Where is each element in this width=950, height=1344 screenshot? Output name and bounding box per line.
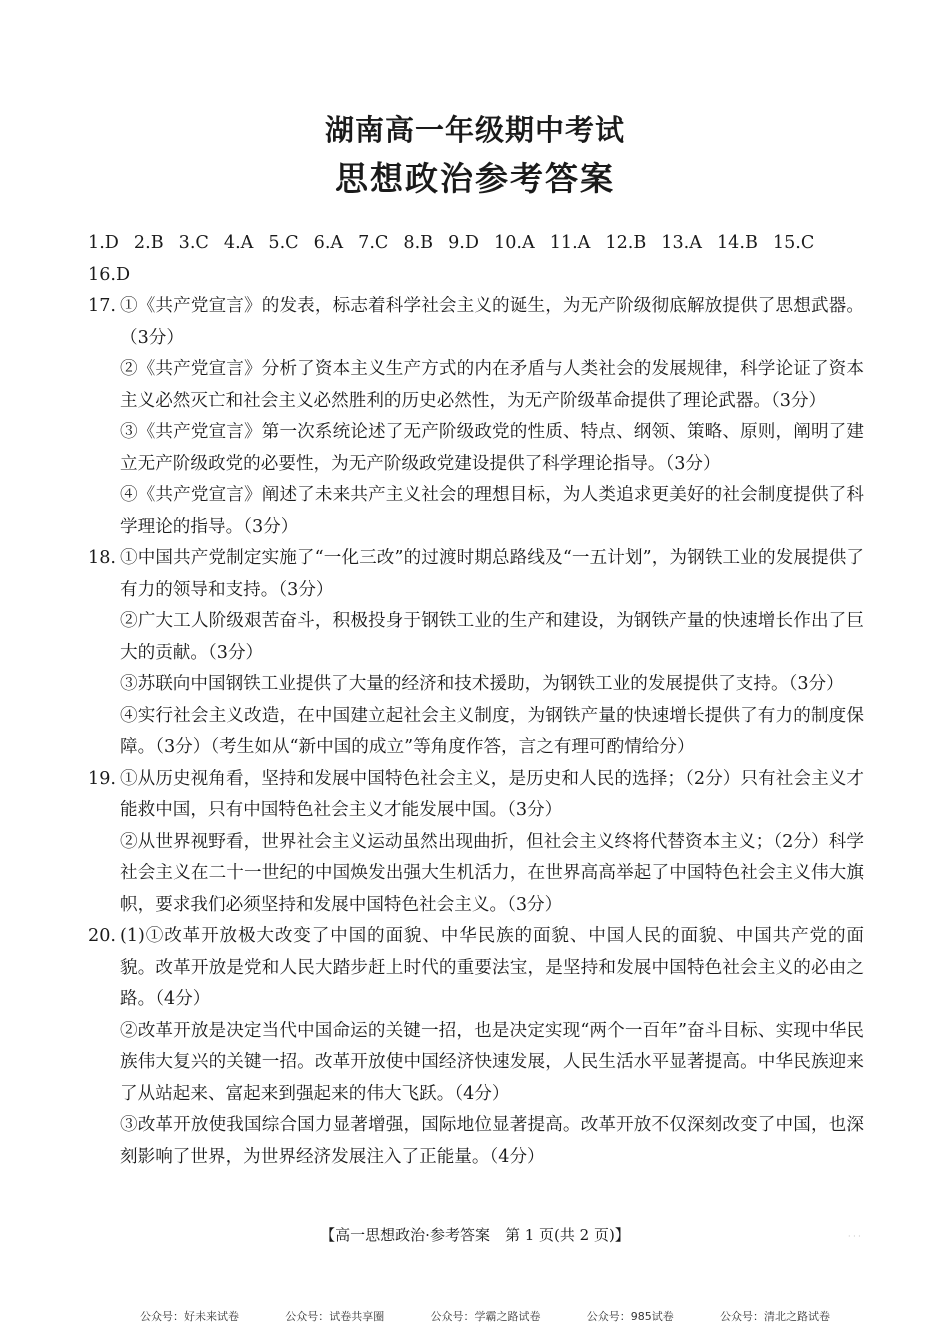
watermark-row — [140, 1308, 830, 1324]
answer-paragraph: ②《共产党宣言》分析了资本主义生产方式的内在矛盾与人类社会的发展规律，科学论证了资本主义必然灭亡和社会主义必然胜利的历史必然性，为无产阶级革命提供了理论武器。（3分） — [120, 359, 864, 411]
answer-paragraph: ④《共产党宣言》阐述了未来共产主义社会的理想目标，为人类追求更美好的社会制度提供了科学理论的指导。（3分） — [120, 485, 864, 537]
mc-answer: 9.D — [448, 233, 479, 253]
mc-answer: 4.A — [223, 233, 254, 253]
document-title: 湖南高一年级期中考试 — [324, 113, 625, 147]
watermark-text: 公众号：好未来试卷 — [140, 1310, 239, 1323]
watermark-text: 公众号：清北之路试卷 — [720, 1310, 830, 1323]
question-20 — [88, 921, 864, 1173]
mc-answer: 1.D — [88, 233, 119, 253]
watermark-text: 公众号：985试卷 — [586, 1310, 674, 1323]
question-number: 20. — [88, 926, 116, 946]
mc-answer: 13.A — [661, 233, 702, 253]
answer-paragraph: ③苏联向中国钢铁工业提供了大量的经济和技术援助，为钢铁工业的发展提供了支持。（3分） — [120, 674, 844, 694]
question-17 — [88, 291, 864, 543]
multiple-choice-answers — [88, 228, 864, 291]
mc-answer: 7.C — [358, 233, 389, 253]
mc-answer: 12.B — [605, 233, 647, 253]
mc-answer: 11.A — [549, 233, 591, 253]
answer-paragraph: ②广大工人阶级艰苦奋斗，积极投身于钢铁工业的生产和建设，为钢铁产量的快速增长作出了巨大的贡献。（3分） — [120, 611, 864, 663]
mc-answer: 5.C — [268, 233, 299, 253]
mc-answer: 10.A — [494, 233, 535, 253]
mc-answer: 2.B — [133, 233, 164, 253]
question-number: 18. — [88, 548, 116, 568]
answer-paragraph: ②从世界视野看，世界社会主义运动虽然出现曲折，但社会主义终将代替资本主义；（2分）科学社会主义在二十一世纪的中国焕发出强大生机活力，在世界高高举起了中国特色社会主义伟大旗帜，要求我们必须坚持和发展中国特色社会主义。（3分） — [120, 831, 864, 915]
mc-answer: 6.A — [313, 233, 344, 253]
question-number: 19. — [88, 768, 116, 789]
answer-content — [88, 228, 864, 1173]
faint-mark: · · · — [848, 1232, 861, 1241]
page-footer: 【高一思想政治·参考答案 第 1 页(共 2 页)】 — [320, 1226, 630, 1244]
answer-paragraph: ②改革开放是决定当代中国命运的关键一招，也是决定实现“两个一百年”奋斗目标、实现中华民族伟大复兴的关键一招。改革开放使中国经济快速发展，人民生活水平显著提高。中华民族迎来了从站起来、富起来到强起来的伟大飞跃。（4分） — [120, 1020, 864, 1104]
question-19 — [88, 764, 864, 922]
answer-paragraph: ③《共产党宣言》第一次系统论述了无产阶级政党的性质、特点、纲领、策略、原则，阐明了建立无产阶级政党的必要性，为无产阶级政党建设提供了科学理论指导。（3分） — [120, 422, 864, 474]
document-subtitle: 思想政治参考答案 — [335, 159, 615, 198]
answer-paragraph: ①从历史视角看，坚持和发展中国特色社会主义，是历史和人民的选择；（2分）只有社会主义才能救中国，只有中国特色社会主义才能发展中国。（3分） — [120, 768, 864, 820]
mc-answer: 3.C — [178, 233, 209, 253]
answer-paragraph: (1)①改革开放极大改变了中国的面貌、中华民族的面貌、中国人民的面貌、中国共产党的面貌。改革开放是党和人民大踏步赶上时代的重要法宝，是坚持和发展中国特色社会主义的必由之路。（4分） — [120, 926, 864, 1009]
answer-paragraph: ①《共产党宣言》的发表，标志着科学社会主义的诞生，为无产阶级彻底解放提供了思想武器。（3分） — [120, 296, 864, 348]
answer-paragraph: ①中国共产党制定实施了“一化三改”的过渡时期总路线及“一五计划”，为钢铁工业的发展提供了有力的领导和支持。（3分） — [120, 548, 864, 600]
watermark-text: 公众号：学霸之路试卷 — [430, 1310, 541, 1323]
answer-paragraph: ③改革开放使我国综合国力显著增强，国际地位显著提高。改革开放不仅深刻改变了中国，也深刻影响了世界，为世界经济发展注入了正能量。（4分） — [120, 1115, 864, 1167]
mc-answer: 14.B — [716, 233, 758, 253]
question-18 — [88, 543, 864, 764]
watermark-text: 公众号：试卷共享圈 — [285, 1310, 385, 1323]
mc-answer: 15.C — [772, 233, 815, 253]
question-number: 17. — [88, 296, 116, 316]
mc-answer: 16.D — [88, 264, 131, 285]
answer-paragraph: ④实行社会主义改造，在中国建立起社会主义制度，为钢铁产量的快速增长提供了有力的制度保障。（3分）（考生如从“新中国的成立”等角度作答，言之有理可酌情给分） — [120, 705, 864, 757]
mc-answer: 8.B — [403, 233, 434, 253]
